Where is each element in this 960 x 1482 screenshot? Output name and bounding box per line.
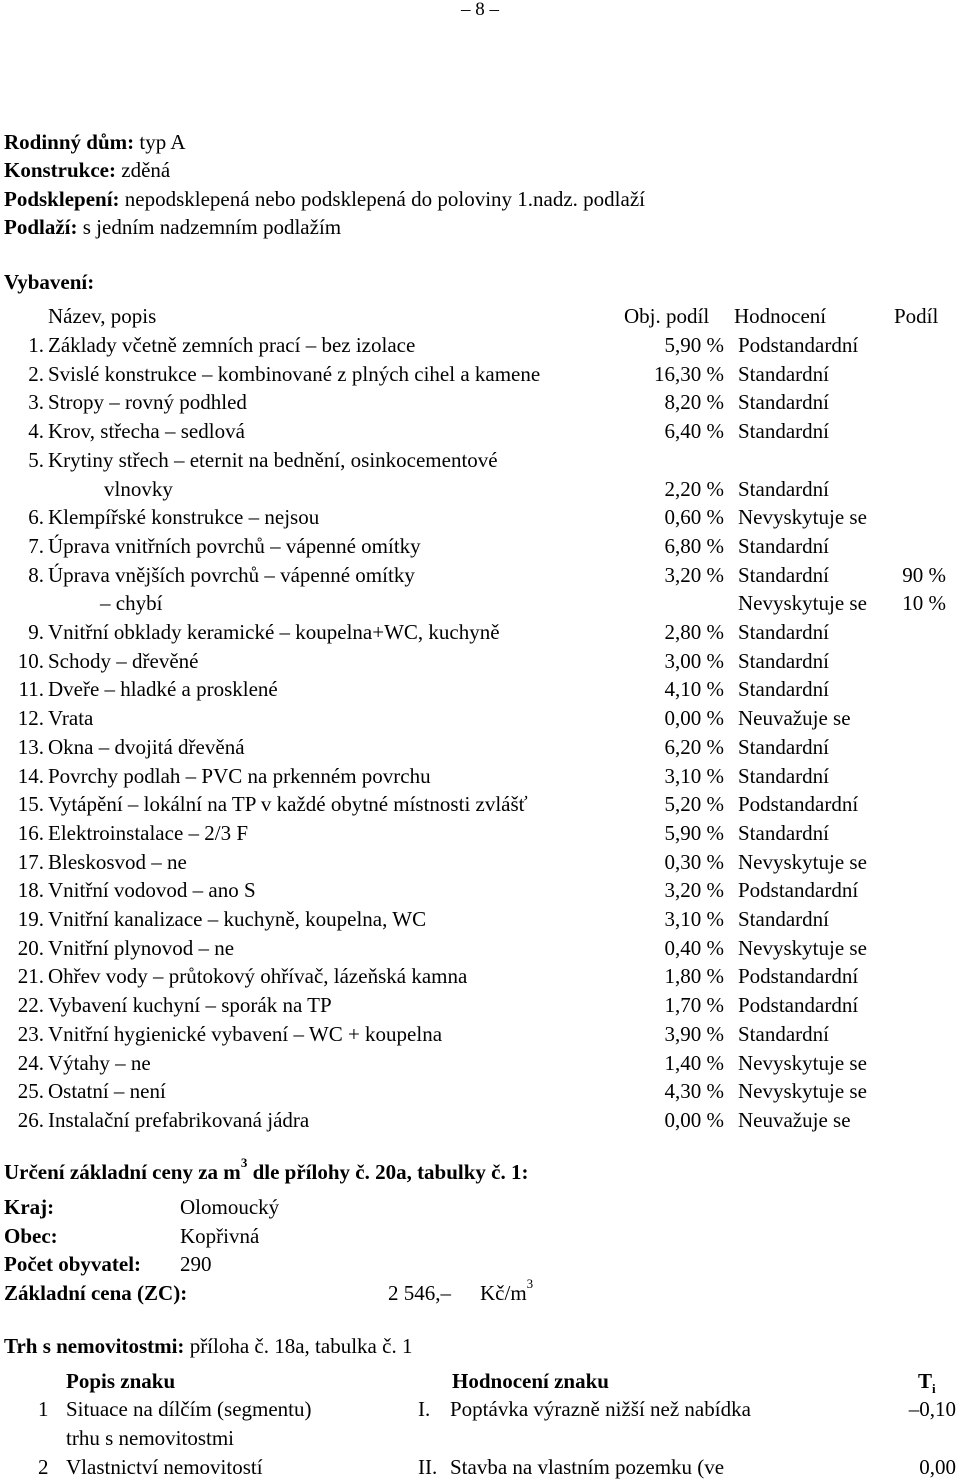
item-name: Vnitřní hygienické vybavení – WC + koupelna bbox=[48, 1021, 443, 1046]
item-number: 24. bbox=[17, 1050, 44, 1075]
equipment-row bbox=[0, 733, 960, 761]
item-rating: Standardní bbox=[738, 648, 829, 673]
base-price-heading-text: Určení základní ceny za m bbox=[4, 1160, 241, 1184]
item-rating: Nevyskytuje se bbox=[738, 1079, 867, 1104]
equipment-row bbox=[0, 905, 960, 933]
item-rating: Neuvažuje se bbox=[738, 1107, 851, 1132]
market-heading-bold: Trh s nemovitostmi: bbox=[4, 1334, 185, 1358]
equipment-row bbox=[0, 417, 960, 445]
item-rating: Standardní bbox=[738, 1021, 829, 1046]
item-name: Svislé konstrukce – kombinované z plných cihel a kamene bbox=[48, 361, 541, 386]
item-percent: 16,30 % bbox=[654, 361, 724, 386]
equipment-row bbox=[0, 331, 960, 359]
market-col-rating: Hodnocení znaku bbox=[452, 1369, 609, 1393]
equipment-row bbox=[0, 991, 960, 1019]
market-col-t bbox=[918, 1371, 936, 1395]
population-label: Počet obyvatel: bbox=[4, 1252, 142, 1276]
market-heading bbox=[4, 1336, 412, 1357]
construction-value: zděná bbox=[121, 158, 171, 182]
item-rating: Standardní bbox=[738, 734, 829, 759]
item-name: Stropy – rovný podhled bbox=[48, 390, 247, 415]
item-name: Vnitřní obklady keramické – koupelna+WC, kuchyně bbox=[48, 620, 500, 644]
item-name: Výtahy – ne bbox=[48, 1050, 151, 1075]
item-percent: 4,10 % bbox=[664, 677, 724, 702]
item-rating: Nevyskytuje se bbox=[738, 849, 867, 874]
item-rating: Podstandardní bbox=[738, 964, 859, 989]
base-price-value: 2 546,– bbox=[388, 1281, 451, 1305]
item-rating: Podstandardní bbox=[738, 878, 859, 903]
item-percent: 0,60 % bbox=[664, 505, 724, 530]
item-rating: Standardní bbox=[738, 907, 829, 931]
market-col-desc: Popis znaku bbox=[66, 1369, 176, 1393]
page-number: – 8 – bbox=[461, 0, 499, 20]
market-row-rating: Stavba na vlastním pozemku (ve bbox=[450, 1455, 725, 1479]
market-row-number: 1 bbox=[38, 1397, 49, 1421]
market-col-t-text: T bbox=[918, 1369, 933, 1393]
item-number: 7. bbox=[28, 533, 44, 558]
item-name: Instalační prefabrikovaná jádra bbox=[48, 1107, 310, 1132]
item-percent: 1,80 % bbox=[664, 964, 724, 989]
equipment-row bbox=[0, 675, 960, 703]
item-percent: 5,20 % bbox=[664, 792, 724, 817]
construction-line bbox=[4, 160, 170, 181]
equipment-row bbox=[0, 934, 960, 962]
market-row-desc-continuation: trhu s nemovitostmi bbox=[66, 1426, 234, 1450]
item-number: 12. bbox=[17, 706, 44, 731]
region-value: Olomoucký bbox=[180, 1195, 280, 1219]
market-col-t-sub: i bbox=[932, 1381, 936, 1397]
market-row-t: 0,00 bbox=[919, 1455, 956, 1479]
market-row-class: I. bbox=[418, 1397, 431, 1421]
item-name: Elektroinstalace – 2/3 F bbox=[48, 820, 249, 845]
municipality-value: Kopřivná bbox=[180, 1224, 260, 1248]
equipment-row bbox=[0, 1077, 960, 1105]
item-number: 1. bbox=[28, 333, 44, 357]
base-price-heading-rest: dle přílohy č. 20a, tabulky č. 1: bbox=[247, 1160, 529, 1184]
col-rating-header: Hodnocení bbox=[734, 304, 827, 328]
item-number: 25. bbox=[17, 1079, 44, 1104]
item-percent: 8,20 % bbox=[664, 390, 724, 415]
house-type-value: typ A bbox=[139, 130, 186, 154]
item-number: 11. bbox=[18, 677, 44, 702]
item-number: 4. bbox=[28, 419, 44, 444]
item-rating: Podstandardní bbox=[738, 993, 859, 1018]
equipment-row bbox=[0, 1020, 960, 1048]
item-number: 15. bbox=[17, 792, 44, 817]
item-name: Povrchy podlah – PVC na prkenném povrchu bbox=[48, 763, 431, 788]
market-row-number: 2 bbox=[38, 1455, 49, 1479]
item-percent: 0,00 % bbox=[664, 706, 724, 731]
item-name-continuation: – chybí bbox=[100, 591, 163, 616]
item-percent: 6,20 % bbox=[664, 734, 724, 759]
equipment-row bbox=[0, 618, 960, 646]
equipment-row bbox=[0, 360, 960, 388]
item-rating: Standardní bbox=[738, 562, 829, 587]
item-name-continuation: vlnovky bbox=[104, 476, 173, 501]
region-label: Kraj: bbox=[4, 1195, 55, 1219]
equipment-row bbox=[0, 561, 960, 589]
item-percent: 1,70 % bbox=[664, 993, 724, 1018]
item-name: Vnitřní plynovod – ne bbox=[48, 935, 235, 960]
item-number: 5. bbox=[28, 447, 44, 472]
equipment-row bbox=[0, 762, 960, 790]
item-name: Bleskosvod – ne bbox=[48, 849, 187, 874]
floors-line bbox=[4, 217, 341, 238]
item-percent: 5,90 % bbox=[664, 333, 724, 357]
item-number: 10. bbox=[17, 648, 44, 673]
market-row-desc: Situace na dílčím (segmentu) bbox=[66, 1397, 312, 1421]
municipality-label: Obec: bbox=[4, 1224, 58, 1248]
item-number: 3. bbox=[28, 390, 44, 415]
base-price-heading bbox=[4, 1155, 529, 1184]
construction-label: Konstrukce: bbox=[4, 158, 116, 182]
item-name: Dveře – hladké a prosklené bbox=[48, 677, 278, 702]
equipment-row bbox=[0, 446, 960, 474]
base-price-unit-sup: 3 bbox=[526, 1276, 534, 1291]
col-share-header: Obj. podíl bbox=[624, 304, 710, 328]
item-rating: Standardní bbox=[738, 763, 829, 788]
item-percent: 5,90 % bbox=[664, 820, 724, 845]
equipment-header-row bbox=[0, 302, 960, 330]
item-rating: Standardní bbox=[738, 419, 829, 444]
item-rating-secondary: Nevyskytuje se bbox=[738, 591, 867, 616]
floors-value: s jedním nadzemním podlažím bbox=[82, 215, 342, 239]
market-row-t: –0,10 bbox=[908, 1397, 956, 1421]
equipment-row bbox=[0, 388, 960, 416]
item-percent: 2,20 % bbox=[664, 476, 724, 501]
item-name: Vybavení kuchyní – sporák na TP bbox=[48, 993, 332, 1018]
item-rating: Nevyskytuje se bbox=[738, 935, 867, 960]
equipment-row bbox=[0, 790, 960, 818]
item-rating: Standardní bbox=[738, 476, 829, 501]
item-rating: Standardní bbox=[738, 361, 829, 386]
item-name: Vrata bbox=[48, 706, 94, 731]
item-rating: Standardní bbox=[738, 390, 829, 415]
population-value: 290 bbox=[180, 1252, 212, 1276]
base-price-unit-text: Kč/m bbox=[480, 1281, 527, 1305]
equipment-row bbox=[0, 503, 960, 531]
equipment-row-continuation bbox=[0, 475, 960, 503]
equipment-row-continuation bbox=[0, 589, 960, 617]
item-percent: 3,20 % bbox=[664, 878, 724, 903]
item-percent: 3,10 % bbox=[664, 763, 724, 788]
item-name: Klempířské konstrukce – nejsou bbox=[48, 505, 320, 530]
basement-line bbox=[4, 189, 645, 210]
col-part-header: Podíl bbox=[894, 304, 939, 328]
item-percent: 0,40 % bbox=[664, 935, 724, 960]
equipment-row bbox=[0, 1049, 960, 1077]
item-percent: 6,80 % bbox=[664, 533, 724, 558]
item-percent: 0,30 % bbox=[664, 849, 724, 874]
item-name: Krytiny střech – eternit na bednění, osinkocementové bbox=[48, 447, 498, 472]
item-percent: 6,40 % bbox=[664, 419, 724, 444]
item-number: 23. bbox=[17, 1021, 44, 1046]
house-type-line bbox=[4, 132, 185, 153]
item-percent: 2,80 % bbox=[664, 620, 724, 644]
item-percent: 4,30 % bbox=[664, 1079, 724, 1104]
item-rating: Neuvažuje se bbox=[738, 706, 851, 731]
item-number: 18. bbox=[17, 878, 44, 903]
market-row-desc: Vlastnictví nemovitostí bbox=[66, 1455, 263, 1479]
item-rating: Standardní bbox=[738, 820, 829, 845]
item-number: 26. bbox=[17, 1107, 44, 1132]
equipment-row bbox=[0, 848, 960, 876]
item-percent: 1,40 % bbox=[664, 1050, 724, 1075]
base-price-unit bbox=[480, 1276, 534, 1305]
item-number: 19. bbox=[17, 907, 44, 931]
base-price-label: Základní cena (ZC): bbox=[4, 1281, 188, 1305]
item-rating: Podstandardní bbox=[738, 792, 859, 817]
item-number: 21. bbox=[17, 964, 44, 989]
floors-label: Podlaží: bbox=[4, 215, 78, 239]
item-percent: 3,10 % bbox=[664, 907, 724, 931]
equipment-row bbox=[0, 647, 960, 675]
item-number: 20. bbox=[17, 935, 44, 960]
item-name: Okna – dvojitá dřevěná bbox=[48, 734, 245, 759]
base-price-heading-sup: 3 bbox=[240, 1155, 248, 1170]
item-number: 2. bbox=[28, 361, 44, 386]
item-number: 16. bbox=[17, 820, 44, 845]
item-name: Vnitřní kanalizace – kuchyně, koupelna, WC bbox=[48, 907, 427, 931]
equipment-row bbox=[0, 962, 960, 990]
item-rating: Nevyskytuje se bbox=[738, 505, 867, 530]
item-name: Základy včetně zemních prací – bez izolace bbox=[48, 333, 416, 357]
item-name: Vytápění – lokální na TP v každé obytné místnosti zvlášť bbox=[48, 792, 528, 817]
item-name: Ostatní – není bbox=[48, 1079, 166, 1104]
item-rating: Nevyskytuje se bbox=[738, 1050, 867, 1075]
item-percent: 0,00 % bbox=[664, 1107, 724, 1132]
item-name: Vnitřní vodovod – ano S bbox=[48, 878, 256, 903]
equipment-row bbox=[0, 704, 960, 732]
item-name: Schody – dřevěné bbox=[48, 648, 199, 673]
item-percent: 3,90 % bbox=[664, 1021, 724, 1046]
house-type-label: Rodinný dům: bbox=[4, 130, 135, 154]
item-name: Ohřev vody – průtokový ohřívač, lázeňská kamna bbox=[48, 964, 468, 989]
equipment-row bbox=[0, 819, 960, 847]
item-number: 13. bbox=[17, 734, 44, 759]
item-rating: Standardní bbox=[738, 677, 829, 702]
item-number: 14. bbox=[17, 763, 44, 788]
equipment-title: Vybavení: bbox=[4, 270, 95, 294]
col-name-header: Název, popis bbox=[48, 304, 157, 328]
market-row-rating: Poptávka výrazně nižší než nabídka bbox=[450, 1397, 751, 1421]
equipment-row bbox=[0, 1106, 960, 1134]
item-number: 6. bbox=[28, 505, 44, 530]
item-percent: 3,20 % bbox=[664, 562, 724, 587]
item-name: Úprava vnitřních povrchů – vápenné omítky bbox=[48, 533, 421, 558]
item-rating: Standardní bbox=[738, 533, 829, 558]
market-row-class: II. bbox=[418, 1455, 438, 1479]
basement-label: Podsklepení: bbox=[4, 187, 120, 211]
market-heading-rest: příloha č. 18a, tabulka č. 1 bbox=[184, 1334, 413, 1358]
item-rating: Standardní bbox=[738, 620, 829, 644]
item-share-secondary: 10 % bbox=[902, 591, 946, 616]
item-name: Úprava vnějších povrchů – vápenné omítky bbox=[48, 562, 415, 587]
equipment-row bbox=[0, 876, 960, 904]
item-number: 8. bbox=[28, 562, 44, 587]
item-number: 22. bbox=[17, 993, 44, 1018]
item-share: 90 % bbox=[902, 562, 946, 587]
item-name: Krov, střecha – sedlová bbox=[48, 419, 245, 444]
item-rating: Podstandardní bbox=[738, 333, 859, 357]
equipment-row bbox=[0, 532, 960, 560]
basement-value: nepodsklepená nebo podsklepená do poloviny 1.nadz. podlaží bbox=[124, 187, 645, 211]
item-number: 17. bbox=[17, 849, 44, 874]
item-percent: 3,00 % bbox=[664, 648, 724, 673]
item-number: 9. bbox=[28, 620, 44, 644]
